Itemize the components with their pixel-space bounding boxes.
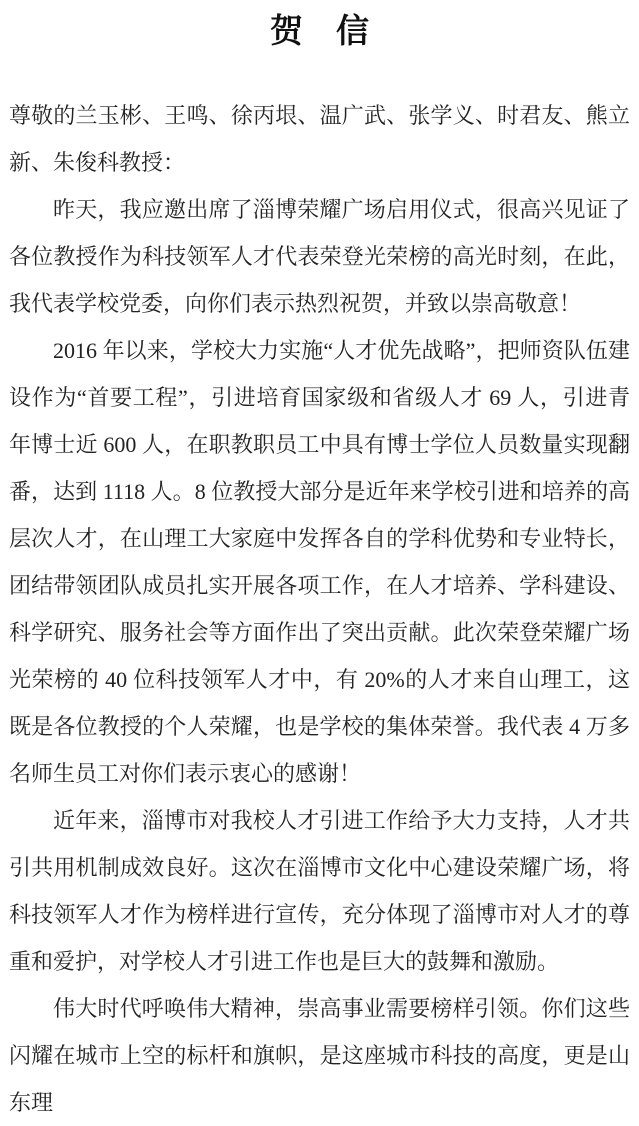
letter-paragraph-4: 伟大时代呼唤伟大精神，崇高事业需要榜样引领。你们这些闪耀在城市上空的标杆和旗帜，是这座城市科技的高度，更是山东理 (9, 996, 630, 1115)
letter-title: 贺 信 (270, 12, 369, 49)
letter-body (9, 92, 630, 1126)
letter-paragraph-3: 近年来，淄博市对我校人才引进工作给予大力支持，人才共引共用机制成效良好。这次在淄博市文化中心建设荣耀广场，将科技领军人才作为榜样进行宣传，充分体现了淄博市对人才的尊重和爱护，对学校人才引进工作也是巨大的鼓舞和激励。 (9, 808, 630, 974)
letter-salutation: 尊敬的兰玉彬、王鸣、徐丙垠、温广武、张学义、时君友、熊立新、朱俊科教授： (9, 103, 630, 175)
letter-paragraph-2: 2016 年以来，学校大力实施“人才优先战略”，把师资队伍建设作为“首要工程”，引进培育国家级和省级人才 69 人，引进青年博士近 600 人，在职教职员工中具有博士学位人员数量实现翻番，达到 1118 人。8 位教授大部分是近年来学校引进和培养的高层次人才，在山理工大家庭中发挥各自的学科优势和专业特长，团结带领团队成员扎实开展各项工作，在人才培养、学科建设、科学研究、服务社会等方面作出了突出贡献。此次荣登荣耀广场光荣榜的 40 位科技领军人才中，有 20%的人才来自山理工，这既是各位教授的个人荣耀，也是学校的集体荣誉。我代表 4 万多名师生员工对你们表示衷心的感谢！ (9, 338, 630, 786)
letter-paragraph-1: 昨天，我应邀出席了淄博荣耀广场启用仪式，很高兴见证了各位教授作为科技领军人才代表荣登光荣榜的高光时刻，在此，我代表学校党委，向你们表示热烈祝贺，并致以崇高敬意！ (9, 197, 630, 316)
